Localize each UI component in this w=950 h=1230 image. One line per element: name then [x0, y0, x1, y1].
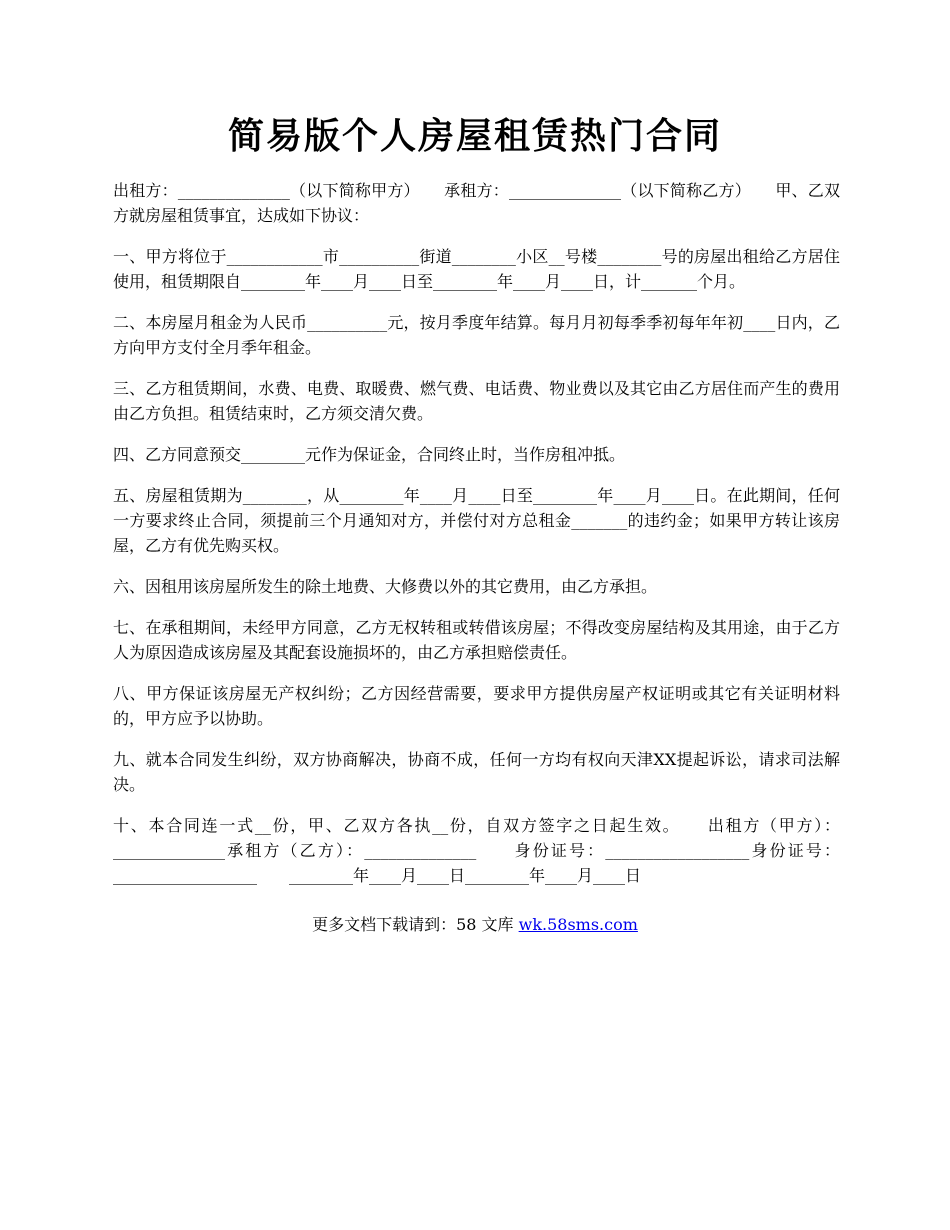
- clause-3: 三、乙方租赁期间，水费、电费、取暖费、燃气费、电话费、物业费以及其它由乙方居住而产生的费用由乙方负担。租赁结束时，乙方须交清欠费。: [113, 379, 840, 423]
- clause-8: 八、甲方保证该房屋无产权纠纷；乙方因经营需要，要求甲方提供房屋产权证明或其它有关证明材料的，甲方应予以协助。: [113, 684, 840, 728]
- paragraph-preamble: 出租方：______________（以下简称甲方） 承租方：______________（以下简称乙方） 甲、乙双方就房屋租赁事宜，达成如下协议：: [113, 181, 840, 225]
- clause-2: 二、本房屋月租金为人民币__________元，按月季度年结算。每月月初每季季初每年年初____日内，乙方向甲方支付全月季年租金。: [113, 313, 840, 357]
- document-title: 简易版个人房屋租赁热门合同: [227, 115, 722, 157]
- clause-5: 五、房屋租赁期为________，从________年____月____日至________年____月____日。在此期间，任何一方要求终止合同，须提前三个月通知对方，并偿付对方总租金_______的违约金；如果甲方转让该房屋，乙方有优先购买权。: [113, 486, 840, 555]
- footer-link[interactable]: wk.58sms.com: [518, 915, 638, 934]
- clause-10-signatures: 十、本合同连一式__份，甲、乙双方各执__份，自双方签字之日起生效。 出租方（甲方）：______________承租方（乙方）：______________ 身份证号：__________________身份证号：__________________ ________年____月____日________年____月____日: [113, 816, 840, 885]
- clause-6: 六、因租用该房屋所发生的除土地费、大修费以外的其它费用，由乙方承担。: [113, 577, 658, 596]
- clause-4: 四、乙方同意预交________元作为保证金，合同终止时，当作房租冲抵。: [113, 445, 626, 464]
- document-body: [113, 178, 840, 904]
- clause-7: 七、在承租期间，未经甲方同意，乙方无权转租或转借该房屋；不得改变房屋结构及其用途，由于乙方人为原因造成该房屋及其配套设施损坏的，由乙方承担赔偿责任。: [113, 618, 840, 662]
- footer: [0, 913, 950, 937]
- clause-9: 九、就本合同发生纠纷，双方协商解决，协商不成，任何一方均有权向天津XX提起诉讼，请求司法解决。: [113, 750, 840, 794]
- clause-1: 一、甲方将位于____________市__________街道________小区__号楼________号的房屋出租给乙方居住使用，租赁期限自________年____月____日至________年____月____日，计_______个月。: [113, 247, 840, 291]
- footer-text: 更多文档下载请到：58 文库: [312, 915, 519, 934]
